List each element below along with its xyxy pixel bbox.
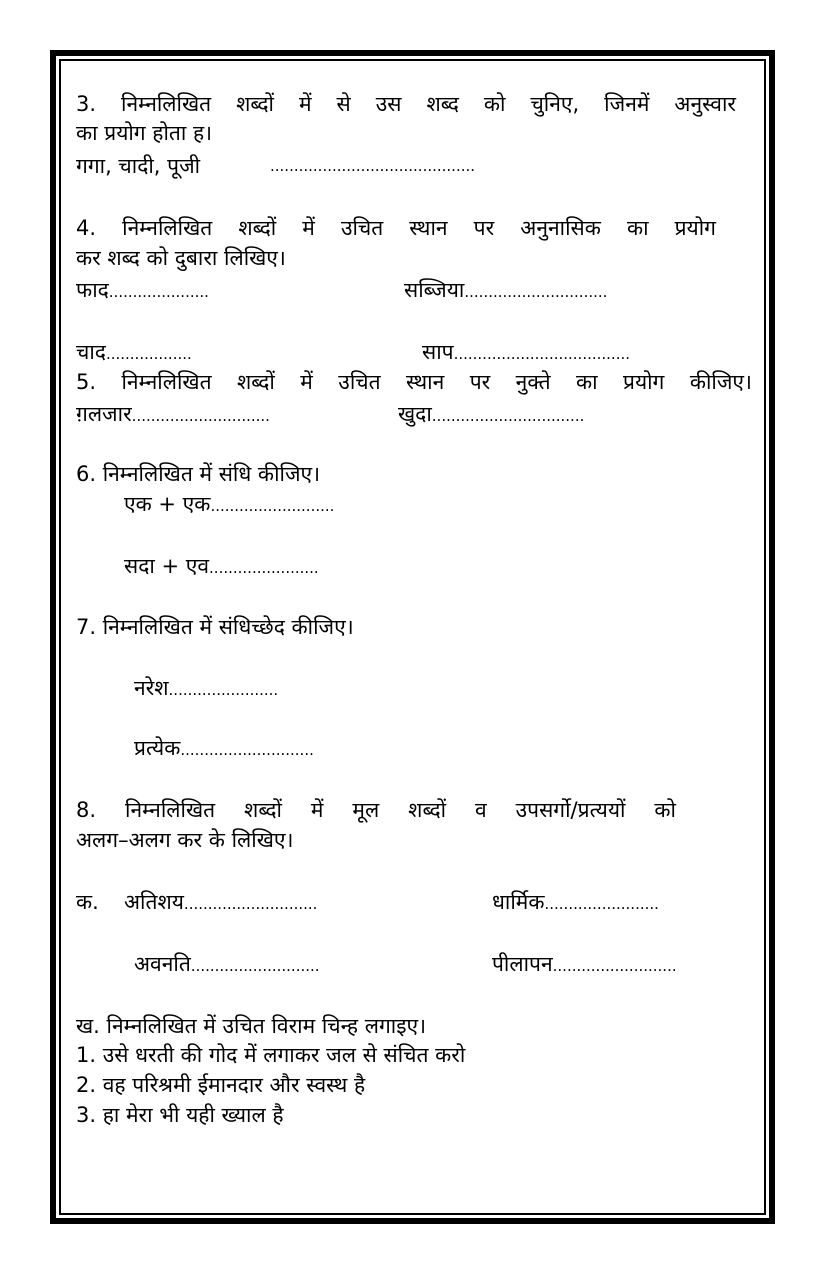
q7-item-2 xyxy=(134,734,314,764)
q8-item-4-word: पीलापन xyxy=(492,952,553,976)
q3-answer-blank[interactable]: ........................................... xyxy=(270,157,476,175)
q4-item-2 xyxy=(404,276,607,306)
q8-item-4 xyxy=(492,950,677,980)
q4-item-2-blank[interactable]: .............................. xyxy=(464,283,608,301)
q3-line2: का प्रयोग होता ह। xyxy=(76,121,213,145)
q3-line1: 3. निम्नलिखित शब्दों में से उस शब्द को चुनिए, जिनमें अनुस्वार xyxy=(76,92,736,116)
q6-item-2-blank[interactable]: ....................... xyxy=(209,559,319,577)
q8-item-4-blank[interactable]: .......................... xyxy=(552,957,677,975)
q4-item-1-word: फाद xyxy=(76,278,109,302)
q4-item-4-word: साप xyxy=(422,340,454,364)
q6-item-2-word: सदा + एव xyxy=(124,554,210,578)
q4-item-3-word: चाद xyxy=(76,340,106,364)
q5-item-1-word: ग़लजार xyxy=(76,402,132,426)
q8-item-1-word: अतिशय xyxy=(124,890,184,914)
q7-item-2-blank[interactable]: ............................ xyxy=(180,741,314,759)
q8-item-2-blank[interactable]: ........................ xyxy=(544,895,659,913)
q7-item-1-blank[interactable]: ....................... xyxy=(168,681,279,699)
q4-line2: कर शब्द को दुबारा लिखिए। xyxy=(76,246,286,270)
q5-item-2-word: खुदा xyxy=(398,402,432,426)
q3-options: गगा, चादी, पूजी xyxy=(76,154,201,178)
q4-item-2-word: सब्जिया xyxy=(404,278,465,302)
q4-line1: 4. निम्नलिखित शब्दों में उचित स्थान पर अनुनासिक का प्रयोग xyxy=(76,216,716,240)
q5-line1: 5. निम्नलिखित शब्दों में उचित स्थान पर नुक्ते का प्रयोग कीजिए। xyxy=(76,370,752,394)
q7-title: 7. निम्नलिखित में संधिच्छेद कीजिए। xyxy=(76,615,354,639)
q7-item-1 xyxy=(134,674,278,704)
q5-item-2 xyxy=(398,400,584,430)
q6-item-1-word: एक + एक xyxy=(124,492,211,516)
kha-line-1: 1. उसे धरती की गोद में लगाकर जल से संचित करो xyxy=(76,1043,466,1067)
q8-line2: अलग–अलग कर के लिखिए। xyxy=(76,828,294,852)
q8-item-1 xyxy=(124,888,317,918)
q8-item-1-blank[interactable]: ............................ xyxy=(183,895,318,913)
q7-item-1-word: नरेश xyxy=(134,676,169,700)
q5-item-1-blank[interactable]: ............................. xyxy=(131,407,270,425)
q4-item-4-blank[interactable]: ..................................... xyxy=(453,345,630,363)
q4-item-1-blank[interactable]: ..................... xyxy=(108,283,209,301)
q8-item-3-blank[interactable]: ........................... xyxy=(190,957,320,975)
q6-item-2 xyxy=(124,552,319,582)
q8-item-3-word: अवनति xyxy=(134,952,191,976)
q6-item-1 xyxy=(124,490,334,520)
q6-item-1-blank[interactable]: .......................... xyxy=(210,497,335,515)
q7-item-2-word: प्रत्येक xyxy=(134,736,181,760)
kha-line-2: 2. वह परिश्रमी ईमानदार और स्वस्थ है xyxy=(76,1073,366,1097)
q4-item-3 xyxy=(76,338,192,368)
q4-item-1 xyxy=(76,276,209,306)
q4-item-4 xyxy=(422,338,630,368)
kha-title: ख. निम्नलिखित में उचित विराम चिन्ह लगाइए। xyxy=(76,1014,427,1038)
q5-item-1 xyxy=(76,400,270,430)
q8-line1: 8. निम्नलिखित शब्दों में मूल शब्दों व उपसर्गो/प्रत्ययों को xyxy=(76,798,676,822)
q6-title: 6. निम्नलिखित में संधि कीजिए। xyxy=(76,462,321,486)
kha-line-3: 3. हा मेरा भी यही ख्याल है xyxy=(76,1103,284,1127)
q8-ka-label: क. xyxy=(76,890,99,914)
q8-item-2 xyxy=(492,888,659,918)
q5-item-2-blank[interactable]: ................................ xyxy=(431,407,585,425)
q8-item-2-word: धार्मिक xyxy=(492,890,545,914)
q4-item-3-blank[interactable]: .................. xyxy=(105,345,192,363)
q8-item-3 xyxy=(134,950,320,980)
